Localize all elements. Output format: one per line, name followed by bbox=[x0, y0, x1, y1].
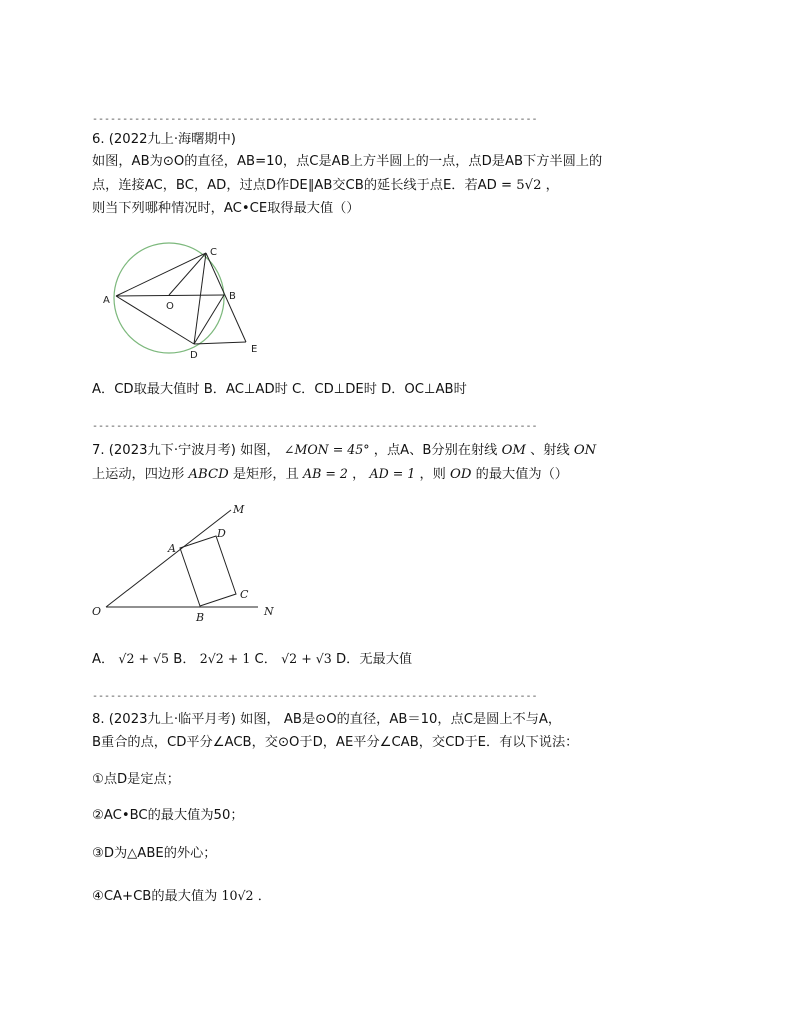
q7-text-t1: ，点A、B分别在射线 bbox=[373, 443, 498, 458]
q7-ad: AD = 1 bbox=[369, 466, 416, 481]
q7-text-t6: 的最大值为（） bbox=[475, 467, 568, 482]
separator-line: -------------------------------------------------------------------------- bbox=[92, 114, 538, 125]
q7-angle: ∠MON = 45° bbox=[283, 442, 370, 457]
q7-text-t2: 、射线 bbox=[530, 443, 570, 458]
q6-label-c: C bbox=[210, 247, 217, 258]
q7-text-line2 bbox=[92, 465, 568, 484]
q6-segment-ce bbox=[206, 253, 246, 342]
q7-option-b: 2√2 + 1 bbox=[199, 651, 251, 666]
q7-od: OD bbox=[450, 467, 472, 482]
q7-option-a: √2 + √5 bbox=[118, 651, 170, 666]
q7-label-o: O bbox=[92, 605, 102, 618]
q6-label-a: A bbox=[103, 295, 110, 306]
q6-segment-oc bbox=[169, 253, 206, 295]
q7-abcd: ABCD bbox=[188, 467, 229, 482]
q6-segment-ab bbox=[116, 295, 224, 296]
q6-text-line3: 则当下列哪种情况时，AC•CE取得最大值（） bbox=[92, 201, 360, 216]
q6-segment-ad bbox=[116, 296, 194, 344]
q8-statement-3: ③D为△ABE的外心； bbox=[92, 846, 217, 861]
q8-statement-1: ①点D是定点； bbox=[92, 772, 180, 787]
q8-statement-4-value: 10√2 bbox=[221, 888, 254, 903]
q6-text-line2b: ， bbox=[545, 178, 559, 193]
q7-text-line1 bbox=[92, 441, 596, 460]
q6-text-line1: 如图，AB为⊙O的直径，AB=10，点C是AB上方半圆上的一点，点D是AB下方半圆上的 bbox=[92, 154, 603, 169]
q6-circle bbox=[114, 243, 224, 353]
q6-label-b: B bbox=[229, 291, 236, 302]
q7-label-n: N bbox=[264, 605, 274, 618]
q7-text-t3: 是矩形，且 bbox=[232, 467, 299, 482]
q8-text-line1 bbox=[92, 711, 561, 729]
q8-text-line2: B重合的点，CD平分∠ACB，交⊙O于D，AE平分∠CAB，交CD于E．有以下说法： bbox=[92, 735, 579, 750]
q7-header: 7. (2023九下·宁波月考) 如图， bbox=[92, 443, 280, 458]
q7-figure bbox=[88, 498, 288, 630]
q7-ray-om: OM bbox=[501, 443, 526, 458]
q7-option-c-label: C． bbox=[254, 652, 277, 667]
q6-options: A．CD取最大值时 B．AC⊥AD时 C．CD⊥DE时 D．OC⊥AB时 bbox=[92, 382, 467, 397]
q7-ray-om-line bbox=[106, 510, 231, 607]
q7-options bbox=[92, 650, 412, 669]
q6-header: 6. (2022九上·海曙期中) bbox=[92, 132, 236, 147]
q8-statement-2: ②AC•BC的最大值为50； bbox=[92, 808, 244, 823]
q8-statement-4 bbox=[92, 887, 271, 906]
q8-header: 8. (2023九上·临平月考) 如图， bbox=[92, 712, 280, 727]
q7-ray-on: ON bbox=[573, 443, 597, 458]
q8-statement-4a: ④CA+CB的最大值为 bbox=[92, 889, 218, 904]
q6-label-d: D bbox=[190, 350, 198, 361]
q6-ad-value: 5√2 bbox=[516, 178, 542, 193]
q7-text-line2a: 上运动，四边形 bbox=[92, 467, 185, 482]
separator-line: -------------------------------------------------------------------------- bbox=[92, 421, 538, 432]
q6-label-o: O bbox=[166, 301, 174, 312]
q7-text-t4: ， bbox=[352, 467, 366, 482]
q8-statement-4b: ． bbox=[257, 889, 271, 904]
q6-text-line2 bbox=[92, 177, 559, 195]
q7-label-c: C bbox=[240, 588, 249, 601]
q7-label-d: D bbox=[217, 527, 226, 540]
q7-option-a-label: A． bbox=[92, 652, 115, 667]
q7-rectangle-abcd bbox=[180, 536, 236, 606]
q6-label-e: E bbox=[251, 344, 258, 355]
q7-option-b-label: B． bbox=[173, 652, 196, 667]
separator-line: -------------------------------------------------------------------------- bbox=[92, 691, 538, 702]
q7-label-m: M bbox=[233, 503, 245, 516]
q6-figure bbox=[96, 236, 276, 366]
q7-option-d: D．无最大值 bbox=[336, 652, 413, 667]
q6-segment-cd bbox=[194, 253, 206, 344]
q7-option-c: √2 + √3 bbox=[281, 651, 332, 666]
q7-label-a: A bbox=[168, 542, 176, 555]
q7-ab: AB = 2 bbox=[302, 466, 348, 481]
q7-text-t5: ，则 bbox=[419, 467, 446, 482]
q8-text-l1: AB是⊙O的直径，AB＝10，点C是圆上不与A， bbox=[283, 712, 562, 727]
q7-label-b: B bbox=[196, 611, 205, 624]
q6-text-line2a: 点，连接AC，BC，AD，过点D作DE∥AB交CB的延长线于点E．若AD = bbox=[92, 178, 513, 193]
